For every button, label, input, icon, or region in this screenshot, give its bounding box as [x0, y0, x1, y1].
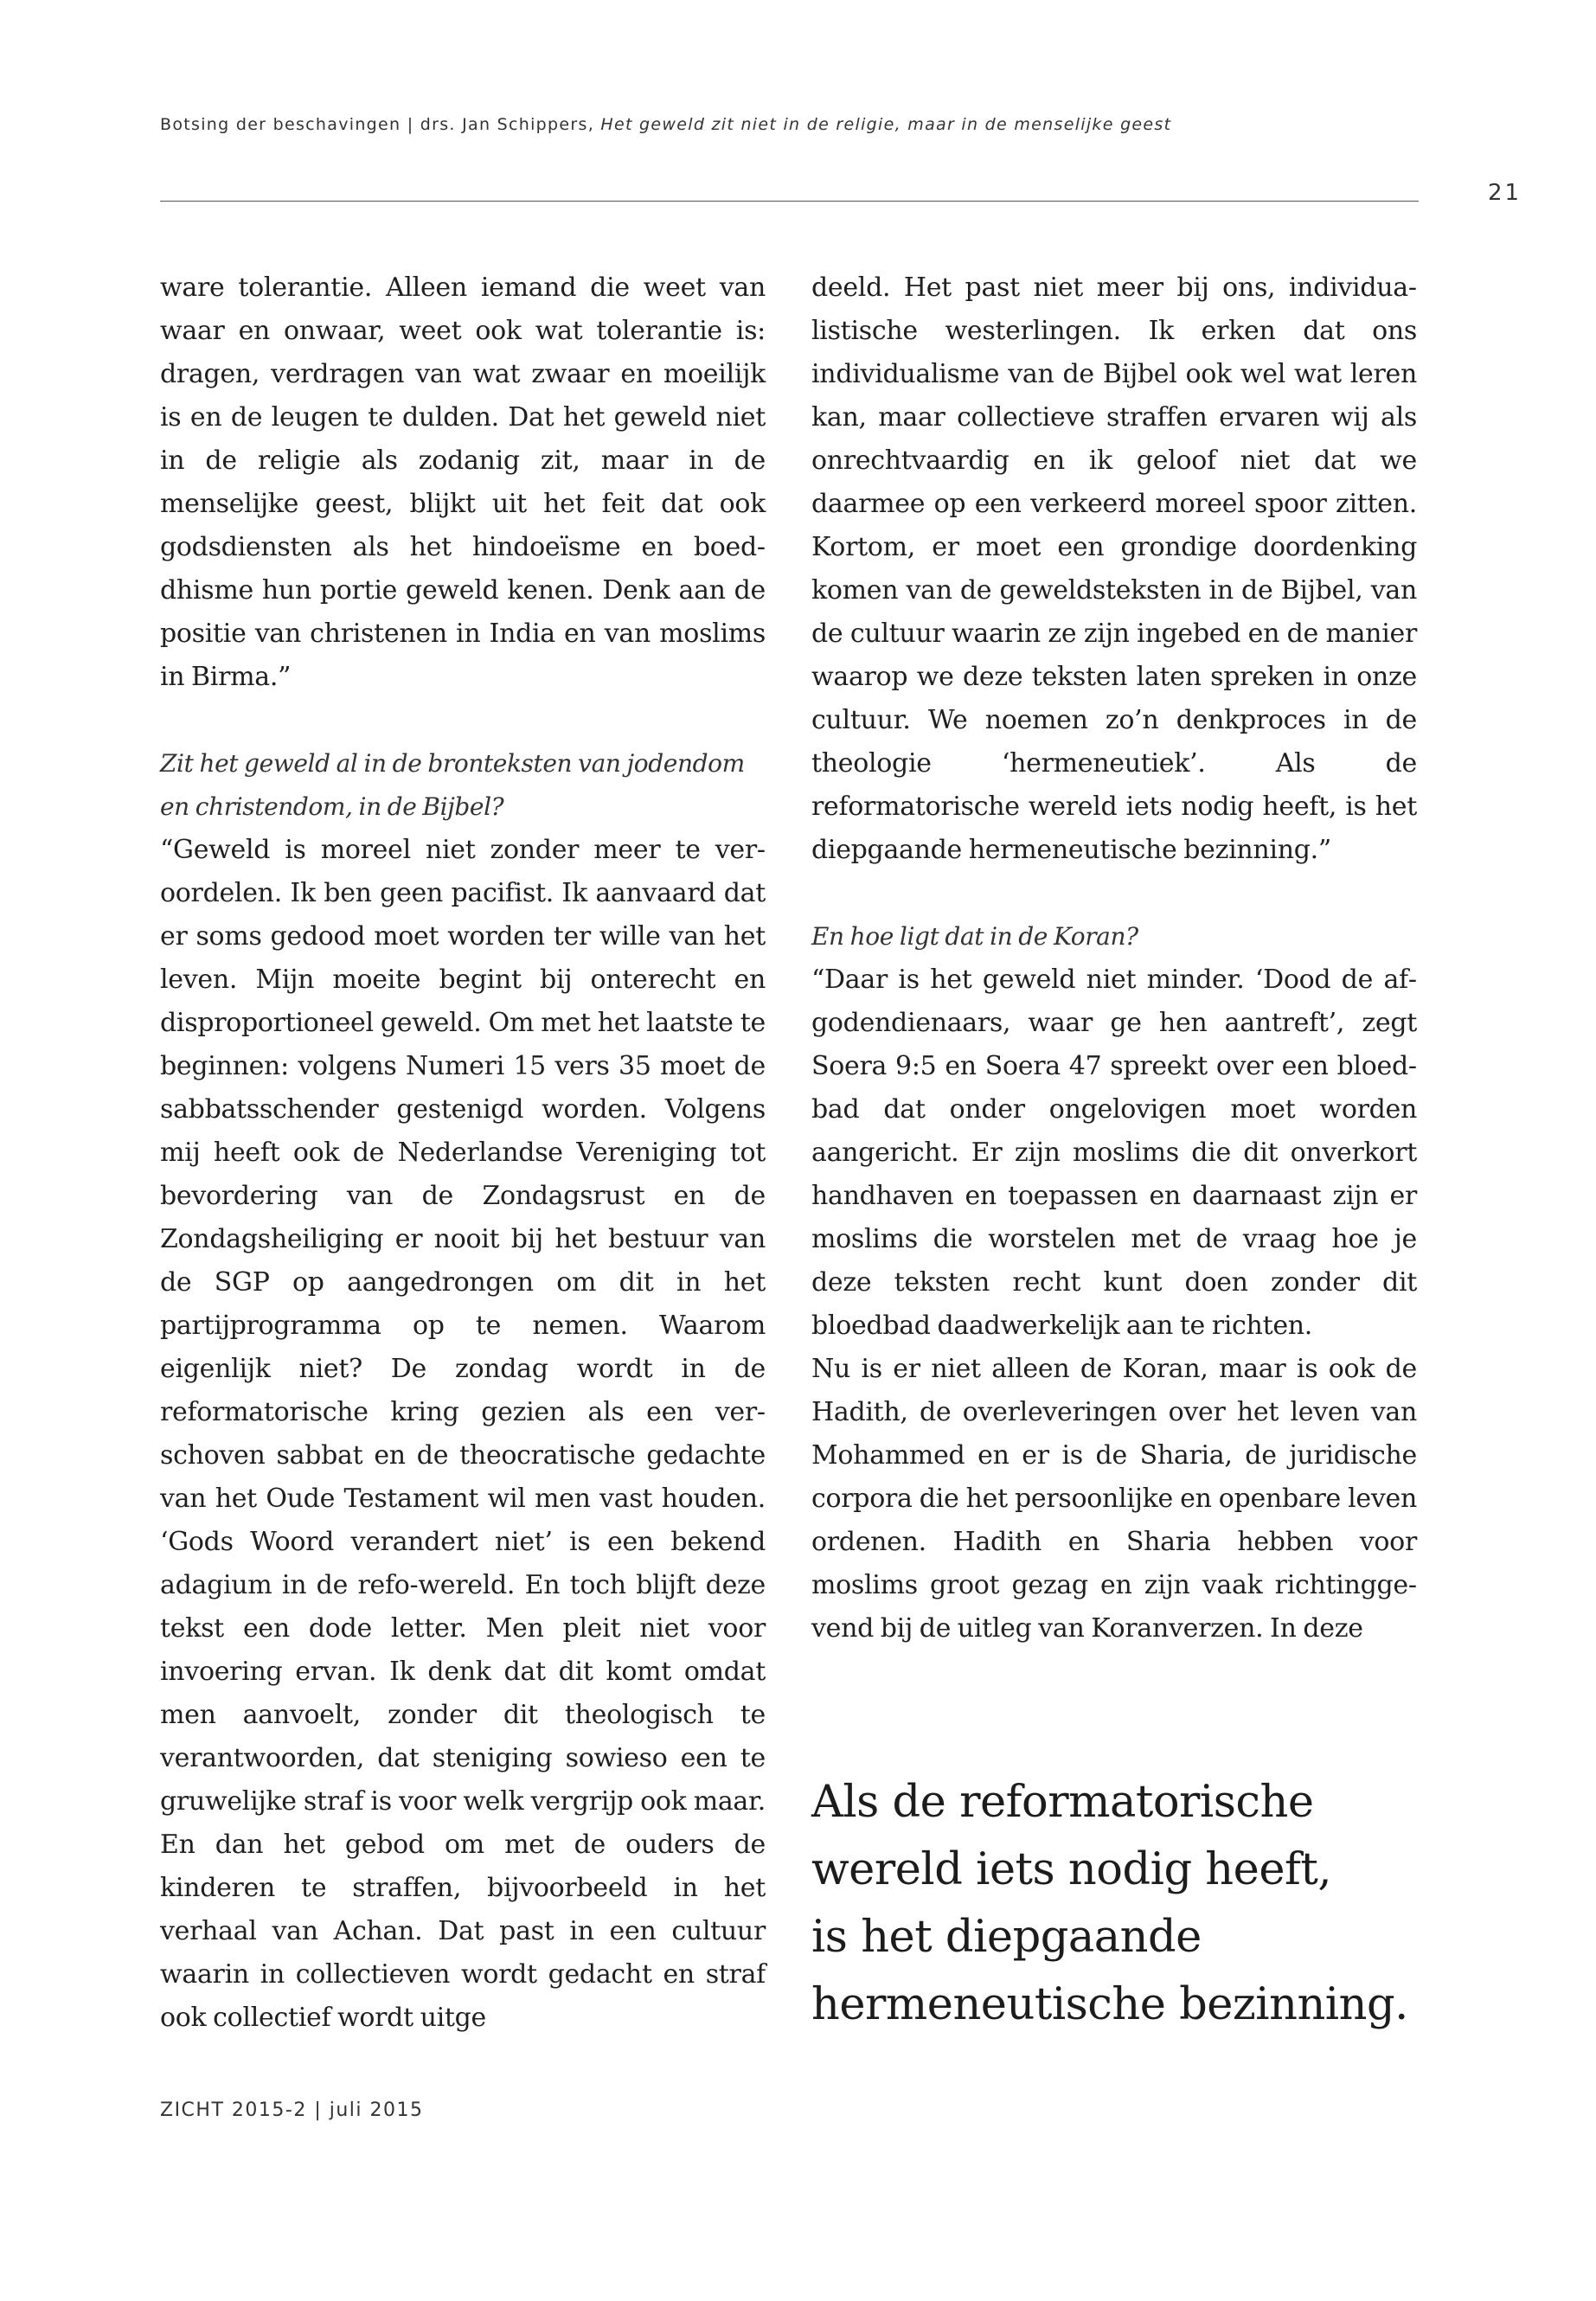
- header-rule: [160, 201, 1419, 202]
- page-number: 21: [1488, 180, 1522, 206]
- paragraph: deeld. Het past niet meer bij ons, individualistische westerlingen. Ik erken dat ons individualisme van de Bijbel ook wel wat leren kan, maar collectieve straffen ervaren wij als onrechtvaardig en ik geloof niet dat we daarmee op een verkeerd moreel spoor zitten. Kortom, er moet een grondige doordenking komen van de geweldsteksten in de Bijbel, van de cultuur waarin ze zijn ingebed en de manier waarop we deze teksten laten spreken in onze cultuur. We noemen zo’n denkproces in de theologie ‘hermeneutiek’. Als de reformatorische wereld iets nodig heeft, is het diepgaande hermeneutische bezinning.”: [811, 272, 1417, 865]
- pull-quote-line: is het diepgaande: [811, 1912, 1202, 1963]
- left-column: [160, 266, 766, 2040]
- pull-quote-line: Als de reformatorische: [811, 1777, 1314, 1828]
- header-separator: |: [407, 115, 414, 134]
- interview-question: En hoe ligt dat in de Koran?: [811, 922, 1138, 951]
- footer-issue: ZICHT 2015-2 | juli 2015: [160, 2099, 424, 2121]
- pull-quote-line: wereld iets nodig heeft,: [811, 1844, 1332, 1895]
- author-name: drs. Jan Schippers,: [420, 115, 595, 134]
- section-title: Botsing der beschavingen: [160, 115, 401, 134]
- paragraph: ware tolerantie. Alleen iemand die weet van waar en onwaar, weet ook wat tolerantie is: dragen, verdragen van wat zwaar en moeilijk is en de leugen te dulden. Dat het geweld niet in de religie als zodanig zit, maar in de menselijke geest, blijkt uit het feit dat ook godsdiensten als het hindoeïsme en boeddhisme hun portie geweld kenen. Denk aan de positie van christenen in India en van moslims in Birma.”: [160, 272, 766, 692]
- interview-question: Zit het geweld al in de bronteksten van jodendom en christendom, in de Bijbel?: [160, 749, 745, 821]
- running-header: [160, 115, 1423, 134]
- pull-quote-line: hermeneutische bezinning.: [811, 1979, 1408, 2030]
- paragraph: “Daar is het geweld niet minder. ‘Dood de afgodendienaars, waar ge hen aantreft’, zegt Soera 9:5 en Soera 47 spreekt over een bloedbad dat onder ongelovigen moet worden aangericht. Er zijn moslims die dit onverkort handhaven en toepassen en daarnaast zijn er moslims die worstelen met de vraag hoe je deze teksten recht kunt doen zonder dit bloedbad daadwerkelijk aan te richten.: [811, 965, 1417, 1341]
- paragraph: “Geweld is moreel niet zonder meer te veroordelen. Ik ben geen pacifist. Ik aanvaard dat er soms gedood moet worden ter wille van het leven. Mijn moeite begint bij onterecht en disproportioneel geweld. Om met het laatste te beginnen: volgens Numeri 15 vers 35 moet de sabbatsschender gestenigd worden. Volgens mij heeft ook de Nederlandse Vereniging tot bevordering van de Zondagsrust en de Zondagsheiliging er nooit bij het bestuur van de SGP op aangedrongen om dit in het partijprogramma op te nemen. Waarom eigenlijk niet? De zondag wordt in de reformatorische kring gezien als een verschoven sabbat en de theocratische gedachte van het Oude Testament wil men vast houden. ‘Gods Woord verandert niet’ is een bekend adagium in de refo-wereld. En toch blijft deze tekst een dode letter. Men pleit niet voor invoering ervan. Ik denk dat dit komt omdat men aanvoelt, zonder dit theologisch te verantwoorden, dat steniging sowieso een te gruwelijke straf is voor welk vergrijp ook maar. En dan het gebod om met de ouders de kinderen te straffen, bijvoorbeeld in het verhaal van Achan. Dat past in een cultuur waarin in collectieven wordt gedacht en straf ook collectief wordt uitge: [160, 835, 766, 2033]
- pull-quote: [811, 1769, 1469, 2039]
- paragraph: Nu is er niet alleen de Koran, maar is ook de Hadith, de overleveringen over het leven van Mohammed en er is de Sharia, de juridische corpora die het persoonlijke en openbare leven ordenen. Hadith en Sharia hebben voor moslims groot gezag en zijn vaak richtinggevend bij de uitleg van Koranverzen. In deze: [811, 1354, 1417, 1644]
- right-column: [811, 266, 1417, 1650]
- article-title: Het geweld zit niet in de religie, maar in de menselijke geest: [600, 115, 1172, 134]
